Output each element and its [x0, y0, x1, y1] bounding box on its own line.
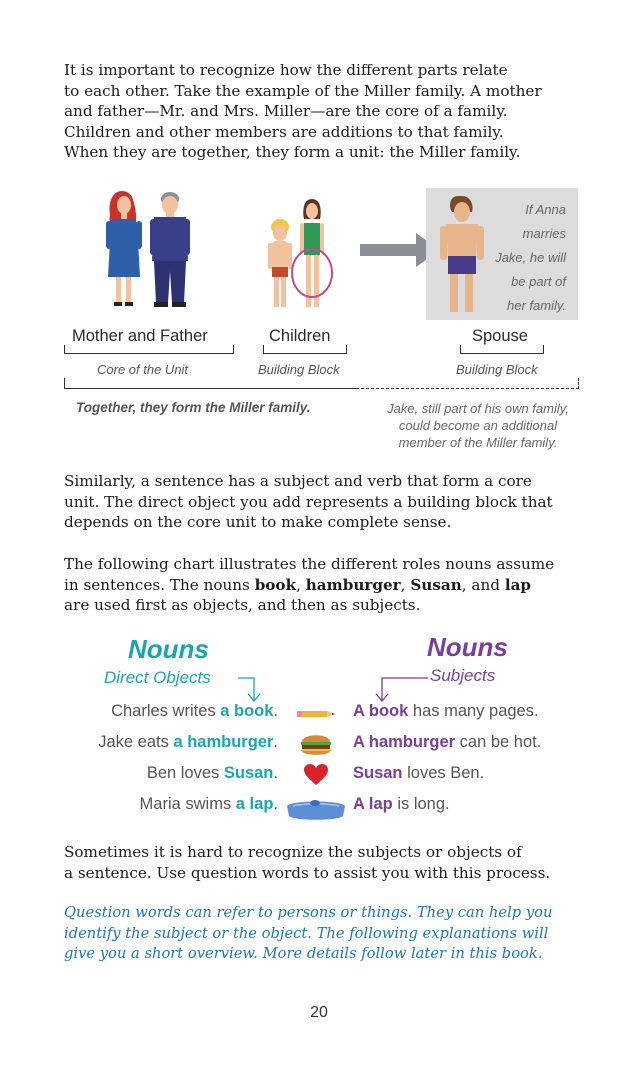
caption-line: member of the Miller family. [398, 435, 558, 450]
note-line: If Anna [525, 202, 566, 217]
subject-noun: Susan [353, 764, 403, 782]
text-span: . [273, 702, 278, 720]
text-span: can be hot. [455, 733, 542, 751]
text-line: a sentence. Use question words to assist you with this process. [64, 863, 551, 882]
left-subtitle: Direct Objects [104, 668, 211, 687]
parents-illustration [100, 185, 210, 315]
together-caption: Together, they form the Miller family. [76, 400, 311, 415]
bracket-dashed [356, 378, 579, 389]
note-line: Jake, he will [495, 250, 566, 265]
text-span: Ben loves [146, 764, 224, 782]
text-line: and father—Mr. and Mrs. Miller—are the core of a family. [64, 102, 508, 121]
caption-line: could become an additional [398, 418, 558, 433]
bracket-children [263, 345, 347, 354]
bracket-together [64, 378, 357, 389]
left-title: Nouns [128, 634, 209, 664]
jake-illustration [434, 192, 500, 318]
pool-icon [285, 794, 347, 822]
note-line: marries [522, 226, 566, 241]
sublabel-core: Core of the Unit [97, 362, 189, 377]
label-mother-and-father: Mother and Father [72, 327, 208, 345]
text-line [64, 575, 584, 596]
text-span: Charles writes [111, 702, 221, 720]
subject-noun: A book [353, 702, 409, 720]
text-span: is long. [392, 795, 450, 813]
subject-sentence [353, 795, 450, 814]
text-line: to each other. Take the example of the Miller family. A mother [64, 81, 542, 100]
object-noun: a book [220, 702, 274, 720]
children-illustration [262, 193, 352, 315]
bracket-spouse [460, 345, 544, 354]
bold-noun: lap [504, 575, 532, 594]
question-paragraph [64, 842, 584, 883]
subject-sentence [353, 733, 541, 752]
subject-noun: A hamburger [353, 733, 456, 751]
text-span: , [296, 575, 306, 594]
text-span: . [273, 733, 278, 751]
text-span: has many pages. [408, 702, 539, 720]
text-line: Children and other members are additions to that family. [64, 122, 504, 141]
label-children: Children [269, 327, 331, 345]
text-line: are used first as objects, and then as subjects. [64, 596, 421, 615]
text-span: in sentences. The nouns [64, 575, 255, 594]
caption-line: Jake, still part of his own family, [387, 401, 569, 416]
heart-icon [304, 764, 328, 786]
text-span: loves Ben. [402, 764, 485, 782]
text-line: When they are together, they form a unit: the Miller family. [64, 143, 521, 162]
hamburger-icon [299, 730, 333, 758]
text-line: Similarly, a sentence has a subject and verb that form a core [64, 472, 532, 490]
object-sentence [98, 733, 278, 752]
label-spouse: Spouse [472, 327, 528, 345]
bold-noun: Susan [410, 575, 462, 594]
chart-intro-paragraph [64, 554, 584, 616]
object-sentence [147, 764, 278, 783]
note-line: be part of [511, 274, 566, 289]
text-line: identify the subject or the object. The following explanations will [64, 924, 549, 942]
bold-noun: hamburger [305, 575, 401, 594]
bracket-core [64, 345, 234, 354]
object-noun: Susan [223, 764, 274, 782]
jake-caption [368, 400, 588, 451]
nouns-chart [0, 630, 638, 830]
arrow-down-left-icon [238, 674, 264, 704]
pencil-icon [297, 708, 335, 720]
text-span: Maria swims [139, 795, 236, 813]
subject-noun: A lap [353, 795, 393, 813]
family-diagram [0, 185, 638, 455]
object-sentence [140, 795, 278, 814]
text-line: The following chart illustrates the different roles nouns assume [64, 555, 555, 573]
text-span: , and [461, 575, 505, 594]
text-span: . [273, 795, 278, 813]
right-title: Nouns [427, 632, 508, 662]
sentence-paragraph [64, 471, 584, 533]
object-noun: a lap [235, 795, 274, 813]
subject-sentence [353, 764, 484, 783]
sublabel-children: Building Block [258, 362, 340, 377]
subject-sentence [353, 702, 539, 721]
right-subtitle: Subjects [430, 666, 496, 685]
text-line: Question words can refer to persons or things. They can help you [64, 904, 553, 921]
text-line: give you a short overview. More details follow later in this book. [64, 945, 543, 963]
sublabel-spouse: Building Block [456, 362, 538, 377]
text-line: depends on the core unit to make complete sense. [64, 513, 452, 532]
intro-paragraph [64, 60, 584, 163]
bold-noun: book [254, 575, 297, 594]
text-span: , [400, 575, 411, 594]
text-span: . [273, 764, 278, 782]
page-number: 20 [310, 1004, 328, 1021]
object-noun: a hamburger [173, 733, 274, 751]
text-line: unit. The direct object you add represents a building block that [64, 492, 553, 511]
italic-note [64, 903, 594, 965]
text-span: Jake eats [98, 733, 174, 751]
spouse-box [426, 188, 578, 320]
spouse-note [495, 198, 566, 318]
object-sentence [111, 702, 278, 721]
arrow-down-right-icon [372, 674, 428, 704]
note-line: her family. [507, 298, 566, 313]
text-line: Sometimes it is hard to recognize the subjects or objects of [64, 843, 522, 861]
text-line: It is important to recognize how the different parts relate [64, 61, 508, 79]
